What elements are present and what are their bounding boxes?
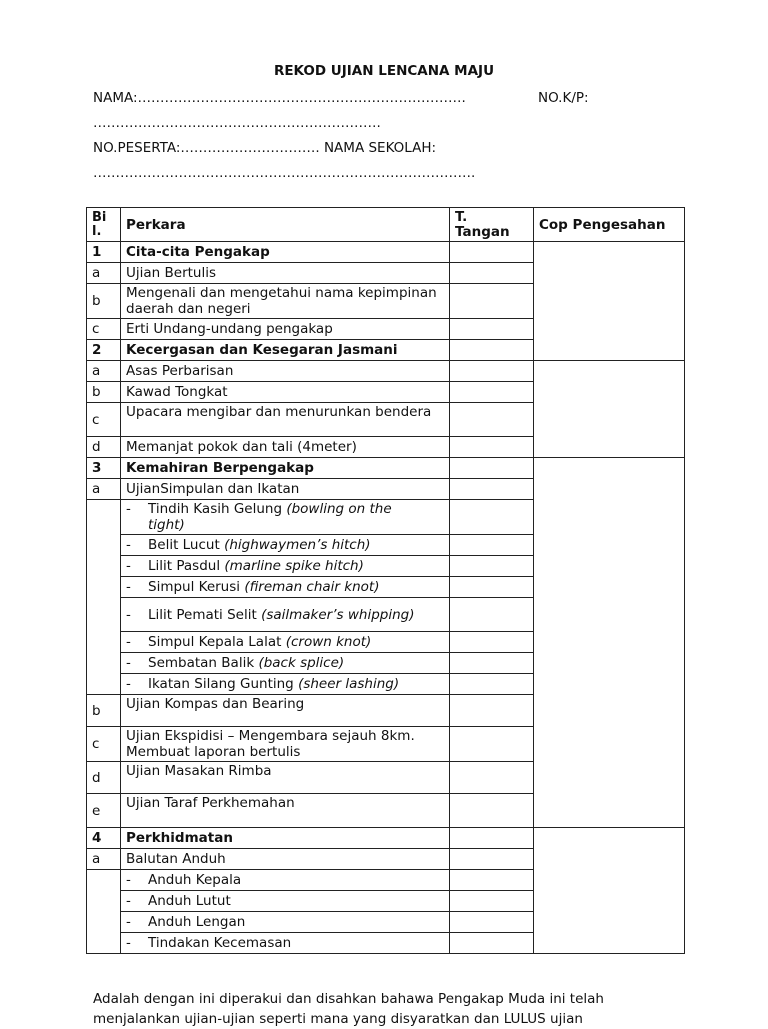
row-perkara: [121, 912, 450, 933]
sub-item-label: Lilit Pasdul: [148, 558, 221, 574]
row-perkara: Kecergasan dan Kesegaran Jasmani: [121, 340, 450, 361]
table-row: [87, 437, 685, 458]
sub-item-text: [148, 501, 416, 533]
signature-cell[interactable]: [450, 535, 534, 556]
signature-cell[interactable]: [450, 870, 534, 891]
signature-cell[interactable]: [450, 695, 534, 727]
sub-item-label: Tindih Kasih Gelung: [148, 501, 283, 517]
stamp-cell[interactable]: [534, 458, 685, 828]
bullet-dash: -: [126, 634, 131, 650]
signature-cell[interactable]: [450, 500, 534, 535]
signature-cell[interactable]: [450, 674, 534, 695]
header-cop: Cop Pengesahan: [534, 208, 685, 242]
sub-item-label: Tindakan Kecemasan: [148, 935, 292, 951]
row-bil: 3: [87, 458, 121, 479]
row-perkara: [121, 556, 450, 577]
sub-item-text: [148, 914, 245, 930]
signature-cell[interactable]: [450, 479, 534, 500]
bullet-dash: -: [126, 893, 131, 909]
record-table: [86, 207, 685, 954]
row-perkara: [121, 891, 450, 912]
bullet-dash: -: [126, 606, 131, 623]
row-bil: c: [87, 403, 121, 437]
section-row: [87, 242, 685, 263]
nokp-field: NO.K/P:: [538, 90, 589, 106]
header-tangan-label: T. Tangan: [455, 208, 510, 240]
signature-cell[interactable]: [450, 849, 534, 870]
signature-cell[interactable]: [450, 598, 534, 632]
table-row: [87, 403, 685, 437]
stamp-cell[interactable]: [534, 242, 685, 361]
sub-item-label: Anduh Kepala: [148, 872, 242, 888]
row-bil: 2: [87, 340, 121, 361]
row-perkara: [121, 632, 450, 653]
signature-cell[interactable]: [450, 340, 534, 361]
row-perkara: Ujian Bertulis: [121, 263, 450, 284]
signature-cell[interactable]: [450, 828, 534, 849]
row-bil: e: [87, 794, 121, 828]
signature-cell[interactable]: [450, 242, 534, 263]
row-perkara: Ujian Kompas dan Bearing: [121, 695, 450, 727]
table-row: [87, 361, 685, 382]
row-perkara: [121, 870, 450, 891]
row-bil: b: [87, 284, 121, 319]
sub-item-text: [148, 655, 344, 671]
sub-item-english: (highwaymen’s hitch): [224, 537, 371, 553]
bullet-dash: -: [126, 537, 131, 553]
signature-cell[interactable]: [450, 361, 534, 382]
signature-cell[interactable]: [450, 382, 534, 403]
sub-item-text: [148, 607, 416, 623]
row-bil: a: [87, 263, 121, 284]
header-tangan: [450, 208, 534, 242]
stamp-cell[interactable]: [534, 828, 685, 954]
signature-cell[interactable]: [450, 891, 534, 912]
dotted-line-1: ……………………………………………………….: [93, 115, 381, 131]
bullet-dash: -: [126, 501, 131, 517]
row-perkara: [121, 577, 450, 598]
signature-cell[interactable]: [450, 284, 534, 319]
row-bil: b: [87, 695, 121, 727]
sub-item-english: (back splice): [258, 655, 345, 671]
sub-item-text: [148, 558, 364, 574]
row-perkara: Cita-cita Pengakap: [121, 242, 450, 263]
row-bil: d: [87, 762, 121, 794]
row-perkara: [121, 500, 450, 535]
signature-cell[interactable]: [450, 632, 534, 653]
document-title: REKOD UJIAN LENCANA MAJU: [273, 63, 495, 79]
section-row: [87, 828, 685, 849]
peserta-sekolah-field: NO.PESERTA:…………………………. NAMA SEKOLAH:: [93, 140, 437, 156]
nama-field: NAMA:……………………………………………………………….: [93, 90, 466, 106]
sub-item-text: [148, 872, 241, 888]
sub-item-label: Lilit Pemati Selit: [148, 606, 257, 623]
signature-cell[interactable]: [450, 577, 534, 598]
footer-text: Adalah dengan ini diperakui dan disahkan bahawa Pengakap Muda ini telah menjalankan ujian-ujian seperti mana yang disyaratkan dan LULUS ujian: [93, 991, 604, 1027]
row-perkara: Asas Perbarisan: [121, 361, 450, 382]
row-perkara: Perkhidmatan: [121, 828, 450, 849]
row-perkara: Ujian Taraf Perkhemahan: [121, 794, 450, 828]
signature-cell[interactable]: [450, 556, 534, 577]
row-perkara: Erti Undang-undang pengakap: [121, 319, 450, 340]
row-perkara: [121, 933, 450, 954]
bullet-dash: -: [126, 655, 131, 671]
sub-items-bil-cell: [87, 500, 121, 695]
signature-cell[interactable]: [450, 458, 534, 479]
row-perkara: [121, 535, 450, 556]
sub-item-label: Simpul Kepala Lalat: [148, 634, 282, 650]
sub-item-text: [148, 676, 399, 692]
dotted-line-2: ………………………………………………………………………….: [93, 165, 476, 181]
row-perkara: Kawad Tongkat: [121, 382, 450, 403]
signature-cell[interactable]: [450, 263, 534, 284]
table-body: [87, 242, 685, 954]
row-perkara: Ujian Ekspidisi – Mengembara sejauh 8km. Membuat laporan bertulis: [121, 727, 450, 762]
sub-item-label: Simpul Kerusi: [148, 579, 241, 595]
bullet-dash: -: [126, 935, 131, 951]
signature-cell[interactable]: [450, 403, 534, 437]
sub-item-english: (fireman chair knot): [244, 579, 380, 595]
sub-item-text: [148, 537, 371, 553]
header-bil-label: Bil.: [92, 209, 107, 239]
row-perkara: [121, 674, 450, 695]
sub-items-bil-cell: [87, 870, 121, 954]
sub-item-label: Sembatan Balik: [148, 655, 255, 671]
sub-item-english: (marline spike hitch): [224, 558, 364, 574]
row-perkara: Upacara mengibar dan menurunkan bendera: [121, 403, 450, 437]
sub-item-label: Anduh Lengan: [148, 914, 246, 930]
sub-item-english: (bowling on the tight): [148, 501, 392, 533]
row-perkara: Balutan Anduh: [121, 849, 450, 870]
row-bil: b: [87, 382, 121, 403]
signature-cell[interactable]: [450, 437, 534, 458]
bullet-dash: -: [126, 558, 131, 574]
row-bil: a: [87, 479, 121, 500]
bullet-dash: -: [126, 872, 131, 888]
row-bil: c: [87, 319, 121, 340]
row-bil: 4: [87, 828, 121, 849]
row-perkara: Memanjat pokok dan tali (4meter): [121, 437, 450, 458]
sub-item-text: [148, 893, 231, 909]
row-bil: d: [87, 437, 121, 458]
sub-item-text: [148, 935, 291, 951]
row-bil: a: [87, 849, 121, 870]
bullet-dash: -: [126, 914, 131, 930]
sub-item-text: [148, 634, 371, 650]
bullet-dash: -: [126, 676, 131, 692]
signature-cell[interactable]: [450, 727, 534, 762]
row-bil: a: [87, 361, 121, 382]
sub-item-english: (crown knot): [285, 634, 372, 650]
header-perkara: Perkara: [121, 208, 450, 242]
signature-cell[interactable]: [450, 653, 534, 674]
row-bil: c: [87, 727, 121, 762]
row-perkara: Kemahiran Berpengakap: [121, 458, 450, 479]
row-perkara: Mengenali dan mengetahui nama kepimpinan daerah dan negeri: [121, 284, 450, 319]
signature-cell[interactable]: [450, 794, 534, 828]
signature-cell[interactable]: [450, 933, 534, 954]
signature-cell[interactable]: [450, 912, 534, 933]
row-bil: 1: [87, 242, 121, 263]
row-perkara: [121, 598, 450, 632]
row-perkara: UjianSimpulan dan Ikatan: [121, 479, 450, 500]
bullet-dash: -: [126, 579, 131, 595]
row-perkara: Ujian Masakan Rimba: [121, 762, 450, 794]
sub-item-english: (sailmaker’s whipping): [261, 606, 415, 623]
sub-item-text: [148, 579, 379, 595]
sub-item-label: Anduh Lutut: [148, 893, 231, 909]
row-perkara: [121, 653, 450, 674]
section-row: [87, 458, 685, 479]
signature-cell[interactable]: [450, 762, 534, 794]
header-bil: [87, 208, 121, 242]
sub-item-english: (sheer lashing): [298, 676, 400, 692]
sub-item-label: Belit Lucut: [148, 537, 220, 553]
signature-cell[interactable]: [450, 319, 534, 340]
sub-item-label: Ikatan Silang Gunting: [148, 676, 294, 692]
table-row: [87, 382, 685, 403]
